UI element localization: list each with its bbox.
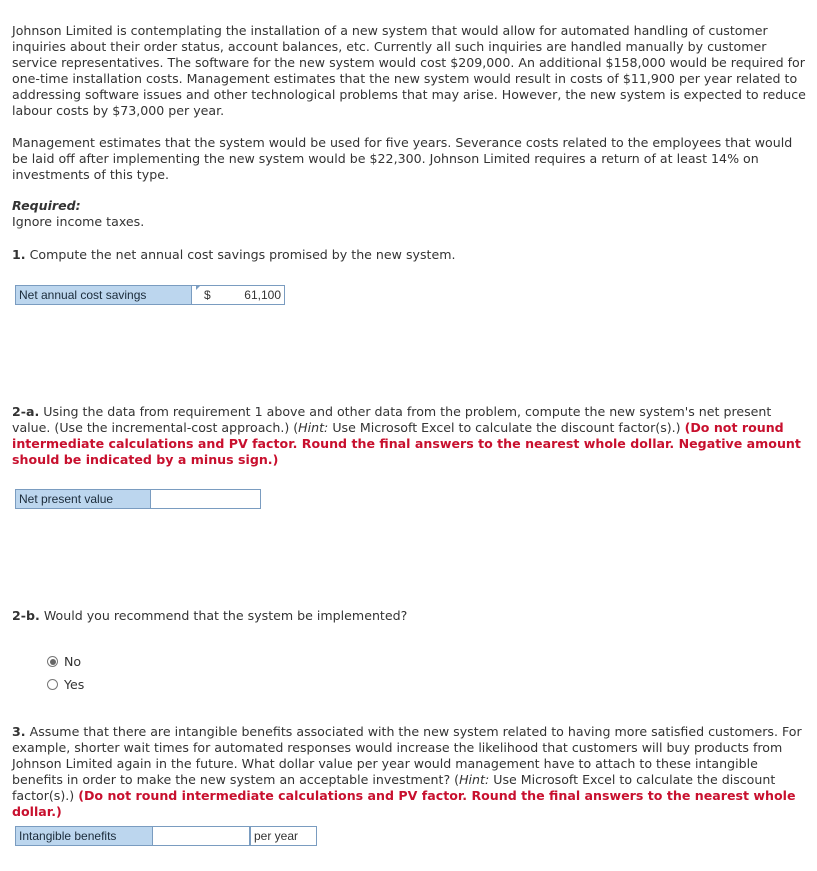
question-2a-instruction: (Do not round intermediate calculations and PV factor. Round the final answers to the nearest whole dollar. Negative amount should be indicated by a minus sign.) <box>12 419 801 467</box>
question-2b-number: 2-b. <box>12 608 40 623</box>
question-3-hint-text: Use Microsoft Excel to calculate the discount factor(s).) <box>12 771 776 803</box>
intangible-benefits-row <box>15 826 317 846</box>
required-heading: Required: <box>12 198 81 213</box>
question-1 <box>12 247 808 263</box>
edit-marker-icon <box>196 285 201 290</box>
question-3 <box>12 724 808 819</box>
net-present-value-input[interactable] <box>151 489 261 509</box>
question-2a-text: Using the data from requirement 1 above and other data from the problem, compute the new system's net present value. (Use the incremental-cost approach.) ( <box>12 404 772 435</box>
net-annual-cost-savings-label: Net annual cost savings <box>15 285 192 305</box>
required-section <box>12 198 808 230</box>
radio-unselected-icon <box>47 679 58 690</box>
question-3-text: Assume that there are intangible benefits associated with the new system related to having more satisfied customers. For example, shorter wait times for automated responses would increase the likelihood that customers will buy products from Johnson Limited again in the future. What dollar value per year would management have to attach to these intangible benefits in order to make the new system an acceptable investment? ( <box>12 724 802 787</box>
radio-option-no-label: No <box>64 654 82 669</box>
intro-paragraph-2: Management estimates that the system would be used for five years. Severance costs related to the employees that would be laid off after implementing the new system would be $22,300. Johnson Limited requires a return of at least 14% on investments of this type. <box>12 135 793 182</box>
per-year-suffix: per year <box>250 826 317 846</box>
question-3-hint-label: Hint: <box>459 771 490 787</box>
radio-option-yes[interactable] <box>47 677 84 692</box>
question-2b-text: Would you recommend that the system be implemented? <box>43 608 408 623</box>
currency-symbol: $ <box>204 288 211 302</box>
required-note: Ignore income taxes. <box>12 213 145 229</box>
question-3-number: 3. <box>12 724 26 739</box>
radio-selected-icon <box>47 656 58 667</box>
net-annual-cost-savings-value: 61,100 <box>244 288 281 302</box>
question-2a <box>12 404 808 468</box>
radio-option-no[interactable] <box>47 654 81 669</box>
question-2a-number: 2-a. <box>12 404 40 419</box>
net-present-value-row <box>15 489 261 509</box>
question-2b <box>12 608 808 624</box>
question-3-instruction: (Do not round intermediate calculations and PV factor. Round the final answers to the nearest whole dollar.) <box>12 787 796 819</box>
question-2a-hint-text: Use Microsoft Excel to calculate the discount factor(s).) <box>328 419 685 435</box>
question-1-number: 1. <box>12 247 26 262</box>
intangible-benefits-label: Intangible benefits <box>15 826 153 846</box>
net-annual-cost-savings-input[interactable] <box>192 285 285 305</box>
question-1-text: Compute the net annual cost savings promised by the new system. <box>29 247 456 262</box>
intangible-benefits-input[interactable] <box>153 826 250 846</box>
net-present-value-label: Net present value <box>15 489 151 509</box>
question-2a-hint-label: Hint: <box>298 419 329 435</box>
intro-paragraph-1: Johnson Limited is contemplating the installation of a new system that would allow for automated handling of customer inquiries about their order status, account balances, etc. Currently all such inquiries are handled manually by customer service representatives. The software for the new system would cost $209,000. An additional $158,000 would be required for one-time installation costs. Management estimates that the new system would result in costs of $11,900 per year related to addressing software issues and other technological problems that may arise. However, the new system is expected to reduce labour costs by $73,000 per year. <box>12 23 806 118</box>
radio-option-yes-label: Yes <box>64 677 85 692</box>
net-annual-cost-savings-row <box>15 285 285 305</box>
